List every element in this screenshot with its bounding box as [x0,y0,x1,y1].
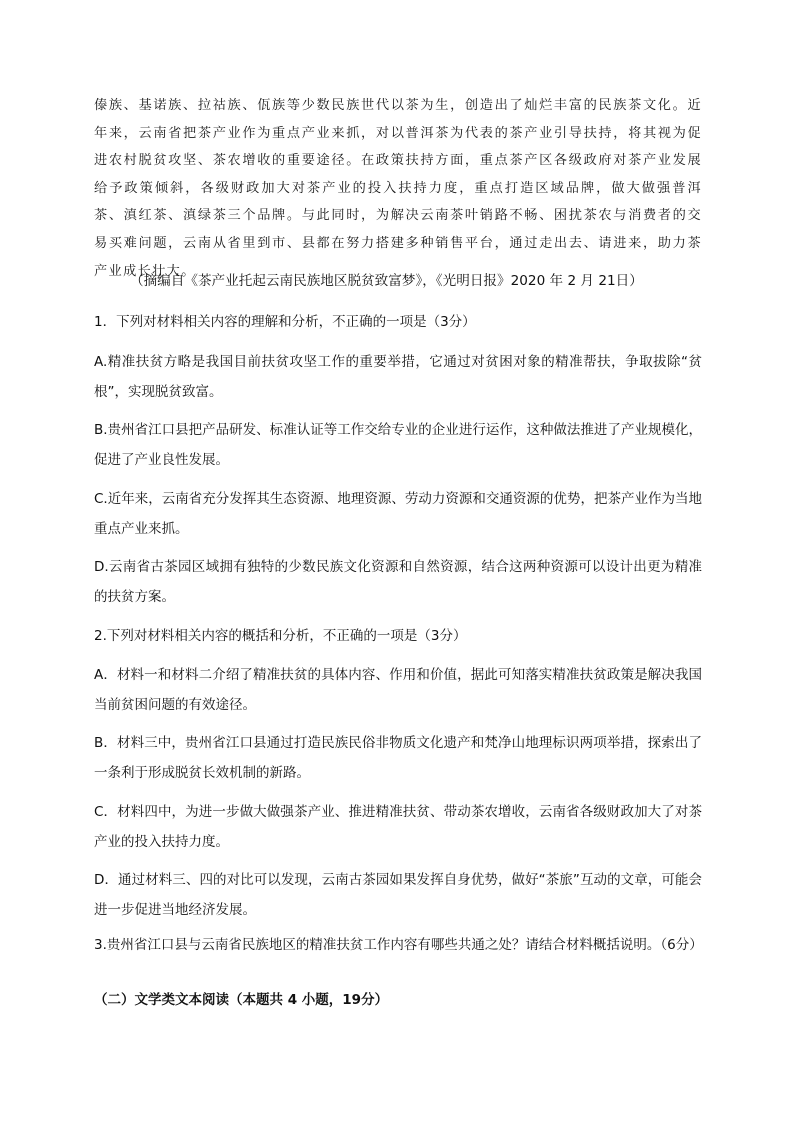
question-3-stem: 3.贵州省江口县与云南省民族地区的精准扶贫工作内容有哪些共通之处？请结合材料概括说明。（6分） [94,937,703,953]
question-2-option-a: A．材料一和材料二介绍了精准扶贫的具体内容、作用和价值，据此可知落实精准扶贫政策是解决我国当前贫困问题的有效途径。 [94,667,702,713]
question-1-option-b: B.贵州省江口县把产品研发、标准认证等工作交给专业的企业进行运作，这种做法推进了产业规模化，促进了产业良性发展。 [94,422,702,468]
reading-passage: 傣族、基诺族、拉祜族、佤族等少数民族世代以茶为生，创造出了灿烂丰富的民族茶文化。近年来，云南省把茶产业作为重点产业来抓，对以普洱茶为代表的茶产业引导扶持，将其视为促进农村脱贫攻坚、茶农增收的重要途径。在政策扶持方面，重点茶产区各级政府对茶产业发展给予政策倾斜，各级财政加大对茶产业的投入扶持力度，重点打造区域品牌，做大做强普洱茶、滇红茶、滇绿茶三个品牌。与此同时，为解决云南茶叶销路不畅、困扰茶农与消费者的交易买难问题，云南从省里到市、县都在努力搭建多种销售平台，通过走出去、请进来，助力茶产业成长壮大。 [94,98,702,279]
question-1-option-d: D.云南省古茶园区域拥有独特的少数民族文化资源和自然资源，结合这两种资源可以设计出更为精准的扶贫方案。 [94,559,702,605]
question-2-option-b: B．材料三中，贵州省江口县通过打造民族民俗非物质文化遗产和梵净山地理标识两项举措，探索出了一条利于形成脱贫长效机制的新路。 [94,735,702,781]
question-2-option-c: C．材料四中，为进一步做大做强茶产业、推进精准扶贫、带动茶农增收，云南省各级财政加大了对茶产业的投入扶持力度。 [94,804,702,850]
question-2-stem: 2.下列对材料相关内容的概括和分析，不正确的一项是（3分） [94,628,467,644]
question-1-option-c: C.近年来，云南省充分发挥其生态资源、地理资源、劳动力资源和交通资源的优势，把茶产业作为当地重点产业来抓。 [94,491,702,537]
source-citation: （摘编自《茶产业托起云南民族地区脱贫致富梦》，《光明日报》2020 年 2 月 21日） [130,273,643,289]
section-heading: （二）文学类文本阅读（本题共 4 小题，19分） [94,992,389,1008]
question-2-option-d: D．通过材料三、四的对比可以发现，云南古茶园如果发挥自身优势，做好“茶旅”互动的文章，可能会进一步促进当地经济发展。 [94,872,702,918]
question-1-option-a: A.精准扶贫方略是我国目前扶贫攻坚工作的重要举措，它通过对贫困对象的精准帮扶，争取拔除“贫根”，实现脱贫致富。 [94,354,702,400]
question-1-stem: 1．下列对材料相关内容的理解和分析，不正确的一项是（3分） [94,314,476,330]
